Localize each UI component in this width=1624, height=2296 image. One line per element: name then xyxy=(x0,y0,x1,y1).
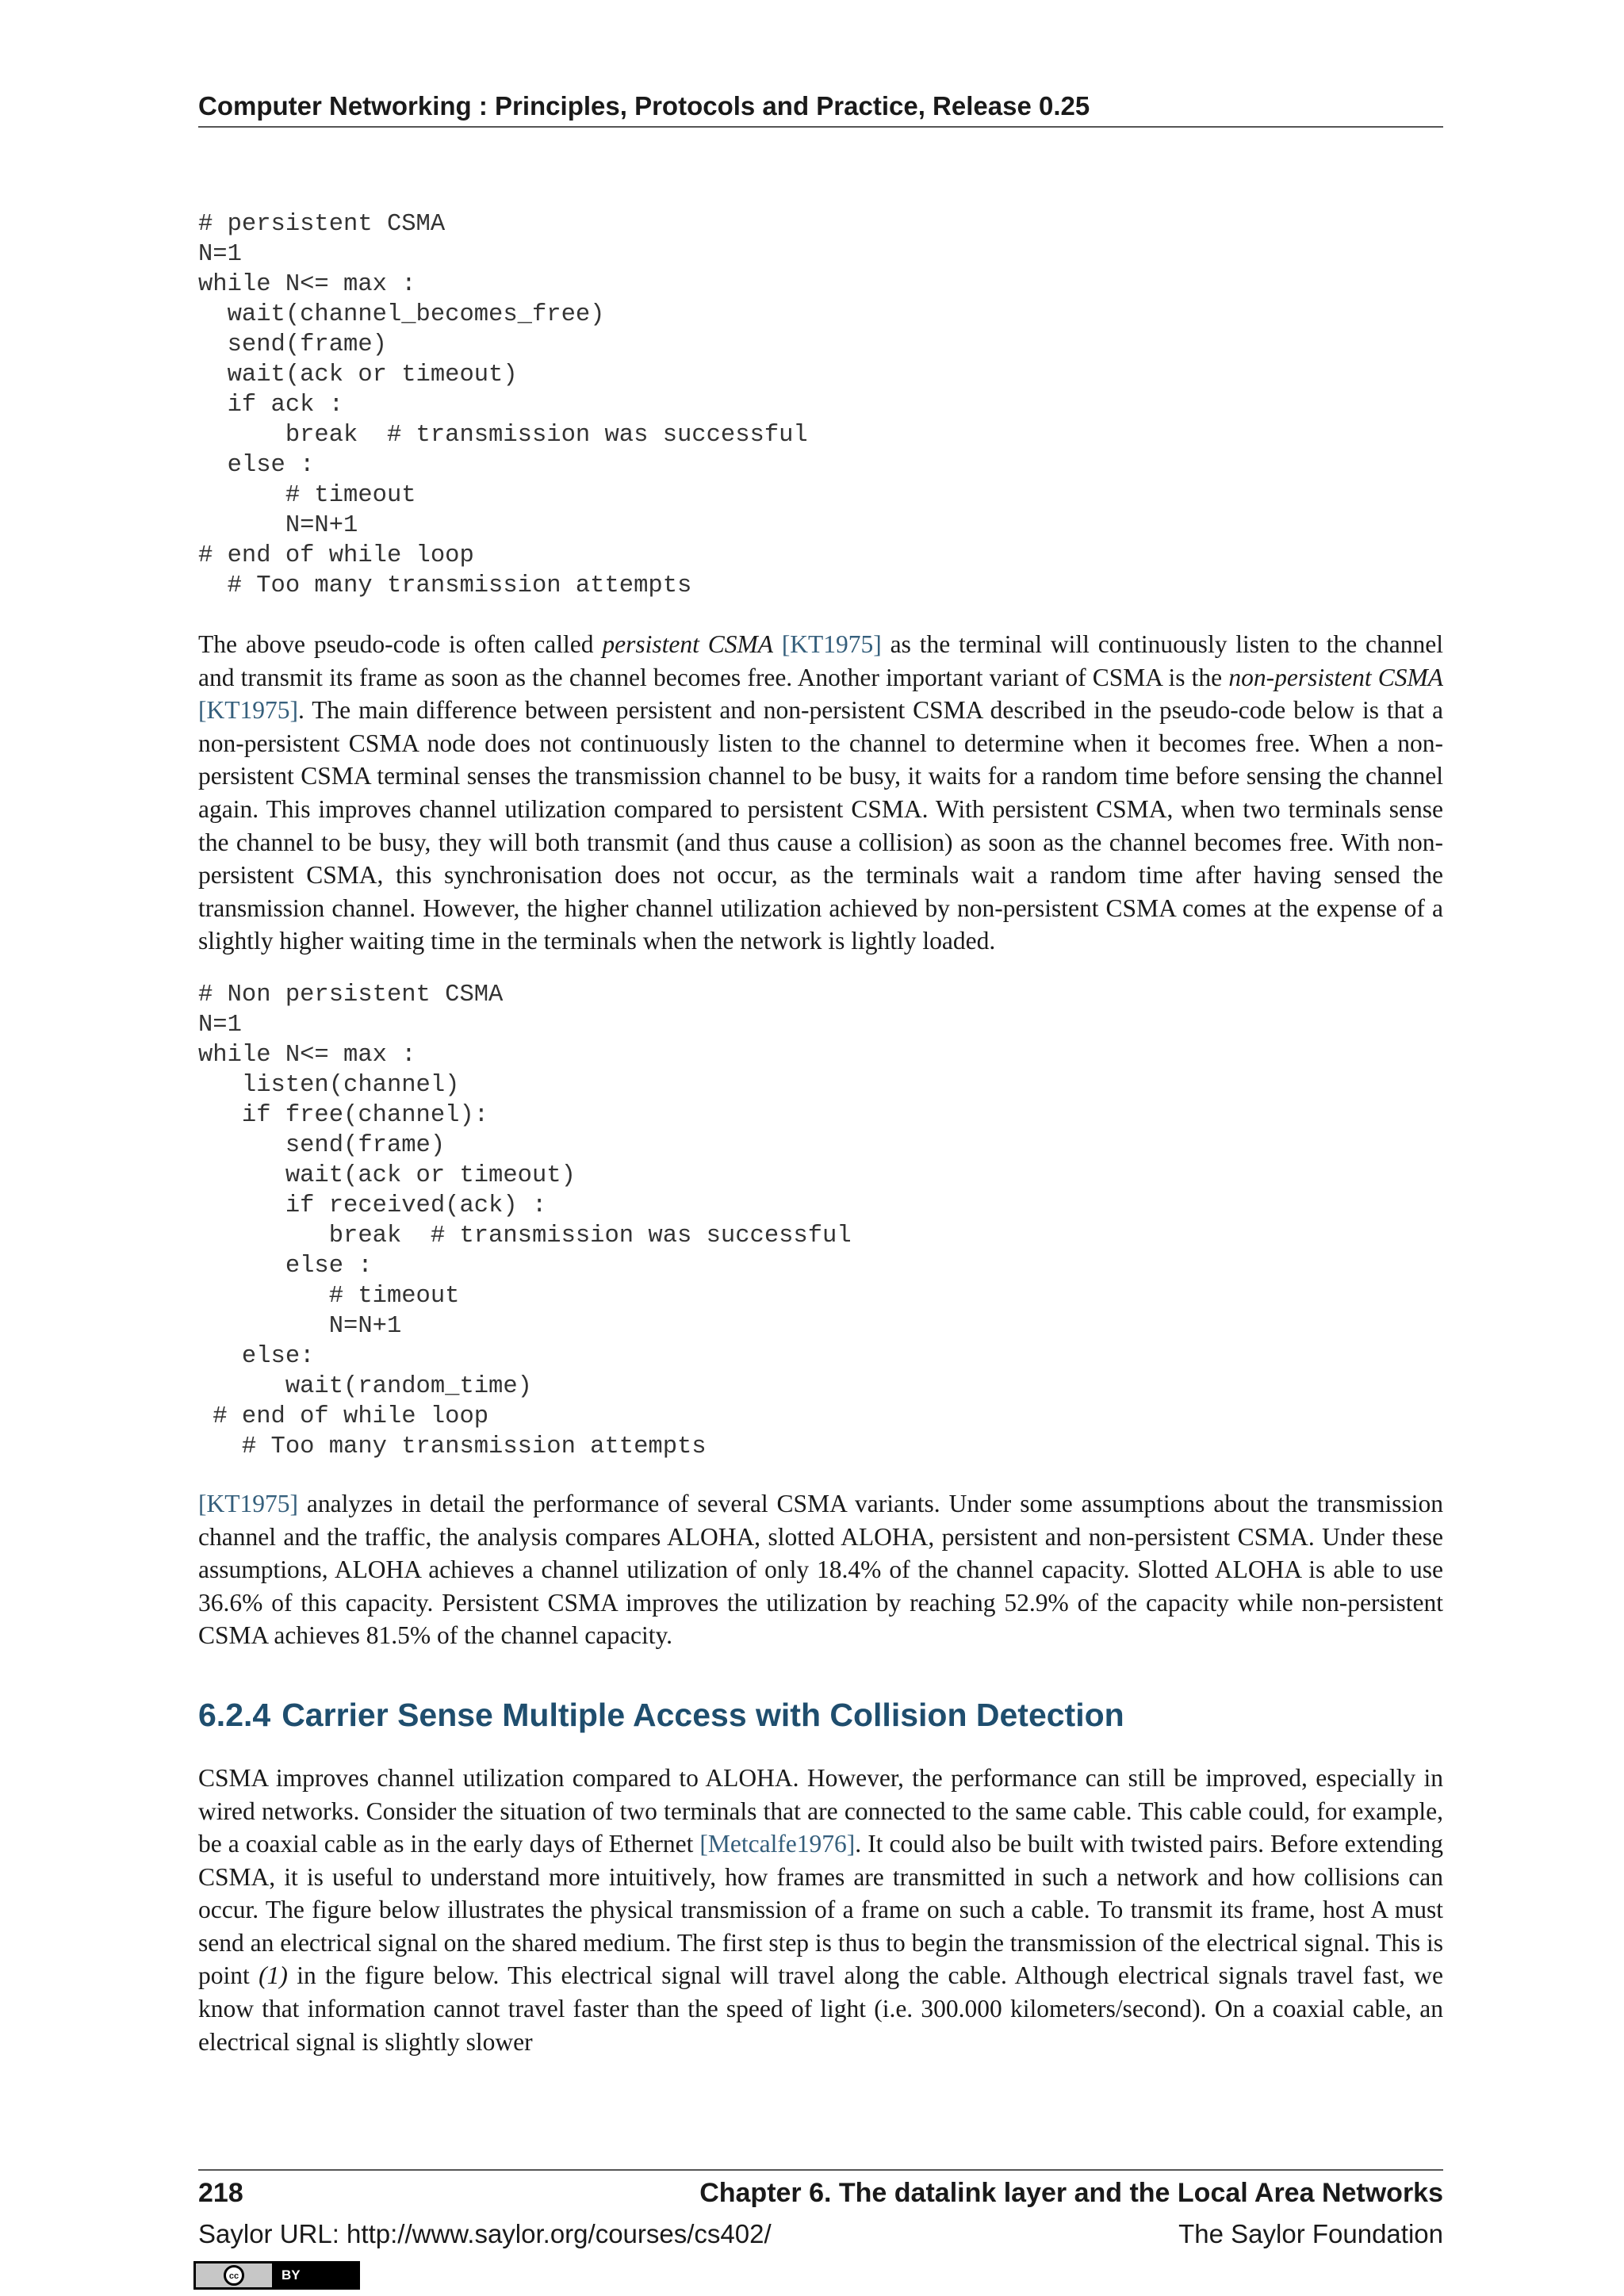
figure-point-ref: (1) xyxy=(259,1961,288,1990)
code-line: # timeout xyxy=(198,482,416,509)
creative-commons-by-icon xyxy=(193,2261,360,2290)
code-line: # Non persistent CSMA xyxy=(198,981,504,1008)
term-persistent-csma: persistent CSMA xyxy=(602,630,773,658)
footer-source-row xyxy=(198,2217,1443,2252)
code-line: if received(ack) : xyxy=(198,1192,547,1219)
citation-link[interactable]: [KT1975] xyxy=(198,696,298,725)
section-heading xyxy=(198,1693,1443,1736)
code-line: N=N+1 xyxy=(198,1312,402,1340)
page-content xyxy=(198,209,1443,2058)
code-line: wait(random_time) xyxy=(198,1372,532,1400)
saylor-foundation: The Saylor Foundation xyxy=(1178,2219,1443,2248)
code-line: # end of while loop xyxy=(198,1402,489,1430)
citation-link[interactable]: [KT1975] xyxy=(781,630,882,658)
code-line: else : xyxy=(198,452,315,479)
code-line: while N<= max : xyxy=(198,271,416,298)
footer-divider xyxy=(198,2169,1443,2171)
code-line: wait(ack or timeout) xyxy=(198,1161,576,1189)
term-non-persistent-csma: non-persistent CSMA xyxy=(1228,663,1444,691)
code-line: # persistent CSMA xyxy=(198,211,446,238)
citation-link[interactable]: [KT1975] xyxy=(198,1489,298,1517)
code-line: wait(channel_becomes_free) xyxy=(198,301,605,328)
code-line: N=1 xyxy=(198,1011,242,1039)
code-block-non-persistent-csma xyxy=(198,980,1443,1462)
code-line: if ack : xyxy=(198,392,344,419)
page-number: 218 xyxy=(198,2178,243,2208)
paragraph-csma-cd: CSMA improves channel utilization compared to ALOHA. However, the performance can still be improved, especially in wired networks. Consider the situation of two terminals that are connected to the same cable. This cable could, for example, be a coaxial cable as in the early days of Ethernet [Metcalfe1976]. It could also be built with twisted pairs. Before extending CSMA, it is useful to understand more intuitively, how frames are transmitted in such a network and how collisions can occur. The figure below illustrates the physical transmission of a frame on such a cable. To transmit its frame, host A must send an electrical signal on the shared medium. The first step is thus to begin the transmission of the electrical signal. This is point (1) in the figure below. This electrical signal will travel along the cable. Although electrical signals travel fast, we know that information cannot travel faster than the speed of light (i.e. 300.000 kilometers/second). On a coaxial cable, an electrical signal is slightly slower xyxy=(198,1763,1443,2056)
code-line: N=N+1 xyxy=(198,512,358,539)
code-line: # Too many transmission attempts xyxy=(198,1433,707,1460)
code-line: listen(channel) xyxy=(198,1071,460,1099)
section-number: 6.2.4 xyxy=(198,1696,271,1733)
section-title: Carrier Sense Multiple Access with Collision Detection xyxy=(282,1696,1124,1733)
code-line: break # transmission was successful xyxy=(198,422,808,449)
code-line: else: xyxy=(198,1342,315,1370)
cc-circle-icon: cc xyxy=(224,2265,244,2286)
paragraph-persistent-csma: The above pseudo-code is often called persistent CSMA [KT1975] as the terminal will continuously listen to the channel and transmit its frame as soon as the channel becomes free. Another important variant of CSMA is the non-persistent CSMA [KT1975]. The main difference between persistent and non-persistent CSMA described in the pseudo-code below is that a non-persistent CSMA node does not continuously listen to the channel to determine when it becomes free. When a non-persistent CSMA terminal senses the transmission channel to be busy, it waits for a random time before sensing the channel again. This improves channel utilization compared to persistent CSMA. With persistent CSMA, when two terminals sense the channel to be busy, they will both transmit (and thus cause a collision) as soon as the channel becomes free. With non-persistent CSMA, this synchronisation does not occur, as the terminals wait a random time after having sensed the transmission channel. However, the higher channel utilization achieved by non-persistent CSMA comes at the expense of a slightly higher waiting time in the terminals when the network is lightly loaded. xyxy=(198,630,1444,955)
chapter-title: Chapter 6. The datalink layer and the Local Area Networks xyxy=(699,2178,1443,2208)
code-line: wait(ack or timeout) xyxy=(198,362,518,388)
code-line: # Too many transmission attempts xyxy=(198,572,692,599)
code-line: if free(channel): xyxy=(198,1101,489,1129)
code-line: # timeout xyxy=(198,1282,460,1310)
code-line: send(frame) xyxy=(198,331,387,358)
code-line: else : xyxy=(198,1252,373,1280)
code-line: N=1 xyxy=(198,241,242,268)
code-line: while N<= max : xyxy=(198,1041,416,1069)
running-header: Computer Networking : Principles, Protocols and Practice, Release 0.25 xyxy=(198,89,1443,128)
code-line: send(frame) xyxy=(198,1131,446,1159)
paragraph-csma-performance: [KT1975] analyzes in detail the performance of several CSMA variants. Under some assumptions about the transmission channel and the traffic, the analysis compares ALOHA, slotted ALOHA, persistent and non-persistent CSMA. Under these assumptions, ALOHA achieves a channel utilization of only 18.4% of the channel capacity. Slotted ALOHA is able to use 36.6% of this capacity. Persistent CSMA improves the utilization by reaching 52.9% of the capacity while non-persistent CSMA achieves 81.5% of the channel capacity. xyxy=(198,1489,1443,1650)
code-block-persistent-csma xyxy=(198,209,1443,601)
saylor-url[interactable]: Saylor URL: http://www.saylor.org/courses/cs402/ xyxy=(198,2219,772,2248)
citation-link[interactable]: [Metcalfe1976] xyxy=(699,1830,856,1858)
code-line: # end of while loop xyxy=(198,542,474,569)
footer-chapter-row xyxy=(198,2175,1443,2210)
code-line: break # transmission was successful xyxy=(198,1222,852,1249)
cc-by-label: BY xyxy=(274,2263,358,2287)
